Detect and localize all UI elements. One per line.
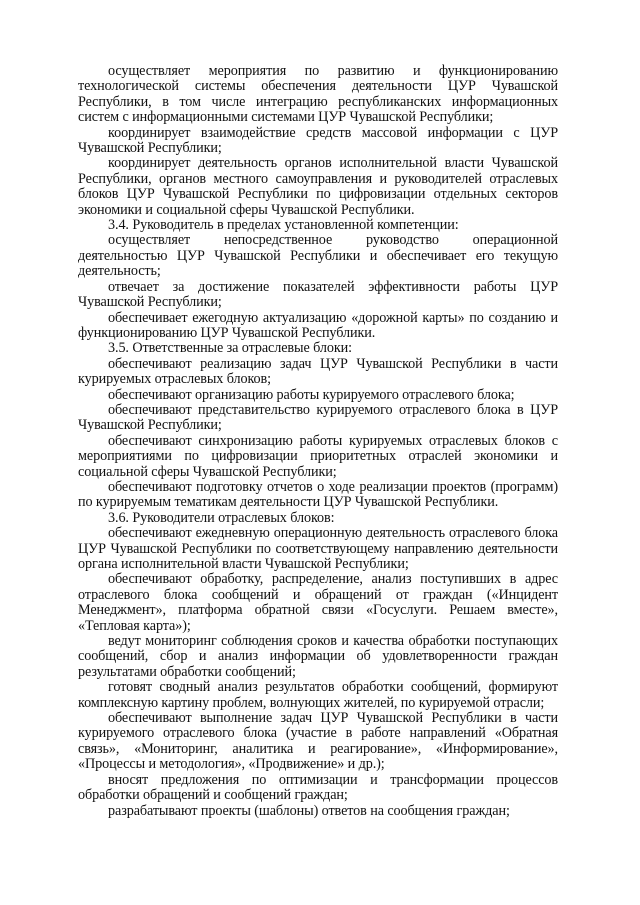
paragraph: обеспечивают синхронизацию работы курируемых отраслевых блоков с мероприятиями по цифровизации приоритетных отраслей экономики и социальной сферы Чувашской Республики;: [78, 432, 558, 480]
section-heading: 3.5. Ответственные за отраслевые блоки:: [108, 340, 352, 357]
paragraph: разрабатывают проекты (шаблоны) ответов на сообщения граждан;: [108, 802, 510, 819]
paragraph: осуществляет непосредственное руководство операционной деятельностью ЦУР Чувашской Республики и обеспечивает его текущую деятельность;: [78, 232, 558, 280]
paragraph: обеспечивают ежедневную операционную деятельность отраслевого блока ЦУР Чувашской Республики по соответствующему направлению деятельности органа исполнительной власти Чувашской Республики;: [78, 525, 558, 572]
paragraph: координирует взаимодействие средств массовой информации с ЦУР Чувашской Республики;: [78, 124, 558, 157]
paragraph: обеспечивают реализацию задач ЦУР Чувашской Республики в части курируемых отраслевых блоков;: [78, 355, 558, 388]
paragraph: осуществляет мероприятия по развитию и функционированию технологической системы обеспечения деятельности ЦУР Чувашской Республики, в том числе интеграцию республиканских информационных систем с информационными системами ЦУР Чувашской Республики;: [78, 63, 558, 126]
paragraph: обеспечивают выполнение задач ЦУР Чувашской Республики в части курируемого отраслевого блока (участие в работе направлений «Обратная связь», «Мониторинг, аналитика и реагирование», «Информирование», «Процессы и методология», «Продвижение» и др.);: [78, 710, 558, 773]
paragraph: готовят сводный анализ результатов обработки сообщений, формируют комплексную картину проблем, волнующих жителей, по курируемой отрасли;: [78, 679, 558, 711]
paragraph: обеспечивают подготовку отчетов о ходе реализации проектов (программ) по курируемым тематикам деятельности ЦУР Чувашской Республики.: [78, 478, 558, 511]
paragraph: обеспечивают организацию работы курируемого отраслевого блока;: [108, 386, 515, 403]
paragraph: обеспечивают представительство курируемого отраслевого блока в ЦУР Чувашской Республики;: [78, 401, 558, 434]
paragraph: обеспечивает ежегодную актуализацию «дорожной карты» по созданию и функционированию ЦУР Чувашской Республики.: [78, 309, 558, 341]
paragraph: вносят предложения по оптимизации и трансформации процессов обработки обращений и сообщений граждан;: [78, 771, 558, 804]
section-heading: 3.6. Руководители отраслевых блоков:: [108, 509, 335, 526]
paragraph: ведут мониторинг соблюдения сроков и качества обработки поступающих сообщений, сбор и анализ информации об удовлетворенности граждан результатами обработки сообщений;: [78, 633, 558, 680]
paragraph: координирует деятельность органов исполнительной власти Чувашской Республики, органов местного самоуправления и руководителей отраслевых блоков ЦУР Чувашской Республики по цифровизации отдельных секторов экономики и социальной сферы Чувашской Республики.: [78, 155, 558, 218]
paragraph: отвечает за достижение показателей эффективности работы ЦУР Чувашской Республики;: [78, 278, 558, 311]
section-heading: 3.4. Руководитель в пределах установленной компетенции:: [108, 217, 459, 234]
paragraph: обеспечивают обработку, распределение, анализ поступивших в адрес отраслевого блока сообщений и обращений от граждан («Инцидент Менеджмент», платформа обратной связи «Госуслуги. Решаем вместе», «Тепловая карта»);: [78, 571, 558, 634]
